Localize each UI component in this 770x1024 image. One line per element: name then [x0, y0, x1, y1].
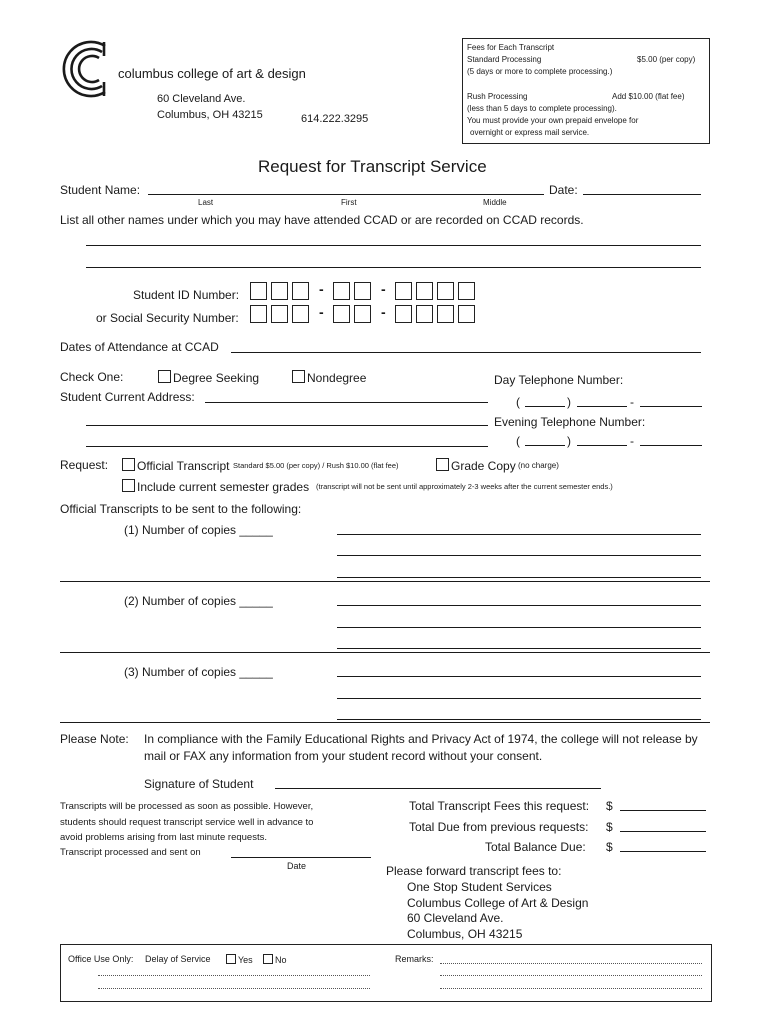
section-divider — [60, 581, 710, 582]
fees-heading: Fees for Each Transcript — [467, 43, 555, 52]
recipient-2-line-2[interactable] — [337, 627, 701, 628]
office-use-label: Office Use Only: — [68, 954, 134, 964]
other-names-label: List all other names under which you may have attended CCAD or are recorded on CCAD records. — [60, 213, 584, 227]
copies-3-label: (3) Number of copies _____ — [124, 665, 273, 679]
total-due-currency: $ — [606, 820, 613, 834]
forward-label: Please forward transcript fees to: — [386, 864, 562, 878]
nondegree-checkbox[interactable]: Nondegree — [292, 370, 366, 385]
total-fees-input[interactable] — [620, 810, 706, 811]
forward-line4: Columbus, OH 43215 — [407, 927, 523, 941]
standard-note: (5 days or more to complete processing.) — [467, 67, 613, 76]
office-no-checkbox[interactable]: No — [263, 954, 287, 965]
include-semester-checkbox[interactable]: Include current semester grades — [122, 479, 309, 494]
student-name-input[interactable] — [148, 194, 544, 195]
grade-copy-note: (no charge) — [518, 461, 559, 470]
recipient-1-line-2[interactable] — [337, 555, 701, 556]
address-line2: Columbus, OH 43215 — [157, 109, 263, 121]
student-name-label: Student Name: — [60, 183, 141, 197]
degree-seeking-checkbox[interactable]: Degree Seeking — [158, 370, 259, 385]
please-note-text1: In compliance with the Family Educational Rights and Privacy Act of 1974, the college will not release by — [144, 732, 698, 746]
processed-date-caption: Date — [287, 861, 307, 871]
date-input[interactable] — [583, 194, 701, 195]
name-last-caption: Last — [198, 198, 214, 207]
forward-line3: 60 Cleveland Ave. — [407, 911, 504, 925]
copies-2-label: (2) Number of copies _____ — [124, 594, 273, 608]
include-semester-note: (transcript will not be sent until approximately 2-3 weeks after the current semester ends.) — [316, 482, 613, 491]
remarks-label: Remarks: — [395, 954, 434, 964]
total-balance-label: Total Balance Due: — [485, 840, 586, 854]
signature-input[interactable] — [275, 788, 601, 789]
check-one-label: Check One: — [60, 370, 124, 384]
processing-note4: Transcript processed and sent on — [60, 847, 201, 858]
delay-label: Delay of Service — [145, 954, 211, 964]
date-label: Date: — [549, 183, 578, 197]
total-due-label: Total Due from previous requests: — [409, 820, 589, 834]
college-name: columbus college of art & design — [118, 66, 306, 81]
form-title: Request for Transcript Service — [258, 157, 487, 176]
name-first-caption: First — [341, 198, 357, 207]
evening-phone-label: Evening Telephone Number: — [494, 415, 646, 429]
processing-note3: avoid problems arising from last minute requests. — [60, 832, 267, 843]
please-note-label: Please Note: — [60, 732, 129, 746]
section-divider — [60, 652, 710, 653]
processed-date-input[interactable] — [231, 857, 371, 858]
office-line-2[interactable] — [98, 988, 370, 989]
recipient-1-line-1[interactable] — [337, 534, 701, 535]
office-use-box — [60, 944, 712, 1002]
ssn-label: or Social Security Number: — [96, 311, 239, 325]
address-input-1[interactable] — [205, 402, 488, 403]
forward-line1: One Stop Student Services — [407, 880, 552, 894]
recipient-1-line-3[interactable] — [337, 577, 701, 578]
total-balance-currency: $ — [606, 840, 613, 854]
rush-label: Rush Processing — [467, 92, 528, 101]
grade-copy-checkbox[interactable]: Grade Copy — [436, 458, 516, 473]
dates-attendance-input[interactable] — [231, 352, 701, 353]
name-middle-caption: Middle — [483, 198, 507, 207]
recipient-2-line-1[interactable] — [337, 605, 701, 606]
forward-line2: Columbus College of Art & Design — [407, 896, 589, 910]
signature-label: Signature of Student — [144, 777, 254, 791]
total-due-input[interactable] — [620, 831, 706, 832]
college-phone: 614.222.3295 — [301, 113, 369, 125]
recipient-3-line-2[interactable] — [337, 698, 701, 699]
day-phone-label: Day Telephone Number: — [494, 373, 624, 387]
office-line-1[interactable] — [98, 975, 370, 976]
remarks-input-2[interactable] — [440, 975, 702, 976]
recipient-2-line-3[interactable] — [337, 648, 701, 649]
address-label: Student Current Address: — [60, 390, 195, 404]
section-divider — [60, 722, 710, 723]
total-fees-currency: $ — [606, 799, 613, 813]
rush-price: Add $10.00 (flat fee) — [612, 92, 685, 101]
total-fees-label: Total Transcript Fees this request: — [409, 799, 590, 813]
dates-attendance-label: Dates of Attendance at CCAD — [60, 340, 219, 354]
standard-price: $5.00 (per copy) — [637, 55, 696, 64]
other-names-input-1[interactable] — [86, 245, 701, 246]
please-note-text2: mail or FAX any information from your student record without your consent. — [144, 749, 543, 763]
total-balance-input[interactable] — [620, 851, 706, 852]
recipient-3-line-3[interactable] — [337, 719, 701, 720]
official-sent-label: Official Transcripts to be sent to the following: — [60, 502, 302, 516]
other-names-input-2[interactable] — [86, 267, 701, 268]
recipient-3-line-1[interactable] — [337, 676, 701, 677]
standard-label: Standard Processing — [467, 55, 542, 64]
student-id-label: Student ID Number: — [133, 288, 240, 302]
processing-note2: students should request transcript service well in advance to — [60, 817, 314, 828]
request-label: Request: — [60, 458, 109, 472]
rush-note3: overnight or express mail service. — [470, 128, 590, 137]
office-yes-checkbox[interactable]: Yes — [226, 954, 253, 965]
rush-note1: (less than 5 days to complete processing). — [467, 104, 617, 113]
address-input-3[interactable] — [86, 446, 488, 447]
rush-note2: You must provide your own prepaid envelope for — [467, 116, 639, 125]
address-line1: 60 Cleveland Ave. — [157, 93, 246, 105]
remarks-input-1[interactable] — [440, 963, 702, 964]
remarks-input-3[interactable] — [440, 988, 702, 989]
official-transcript-checkbox[interactable]: Official Transcript — [122, 458, 229, 473]
processing-note1: Transcripts will be processed as soon as possible. However, — [60, 801, 314, 812]
address-input-2[interactable] — [86, 425, 488, 426]
official-pricing: Standard $5.00 (per copy) / Rush $10.00 (flat fee) — [233, 461, 399, 470]
ccad-logo — [58, 38, 118, 100]
copies-1-label: (1) Number of copies _____ — [124, 523, 273, 537]
